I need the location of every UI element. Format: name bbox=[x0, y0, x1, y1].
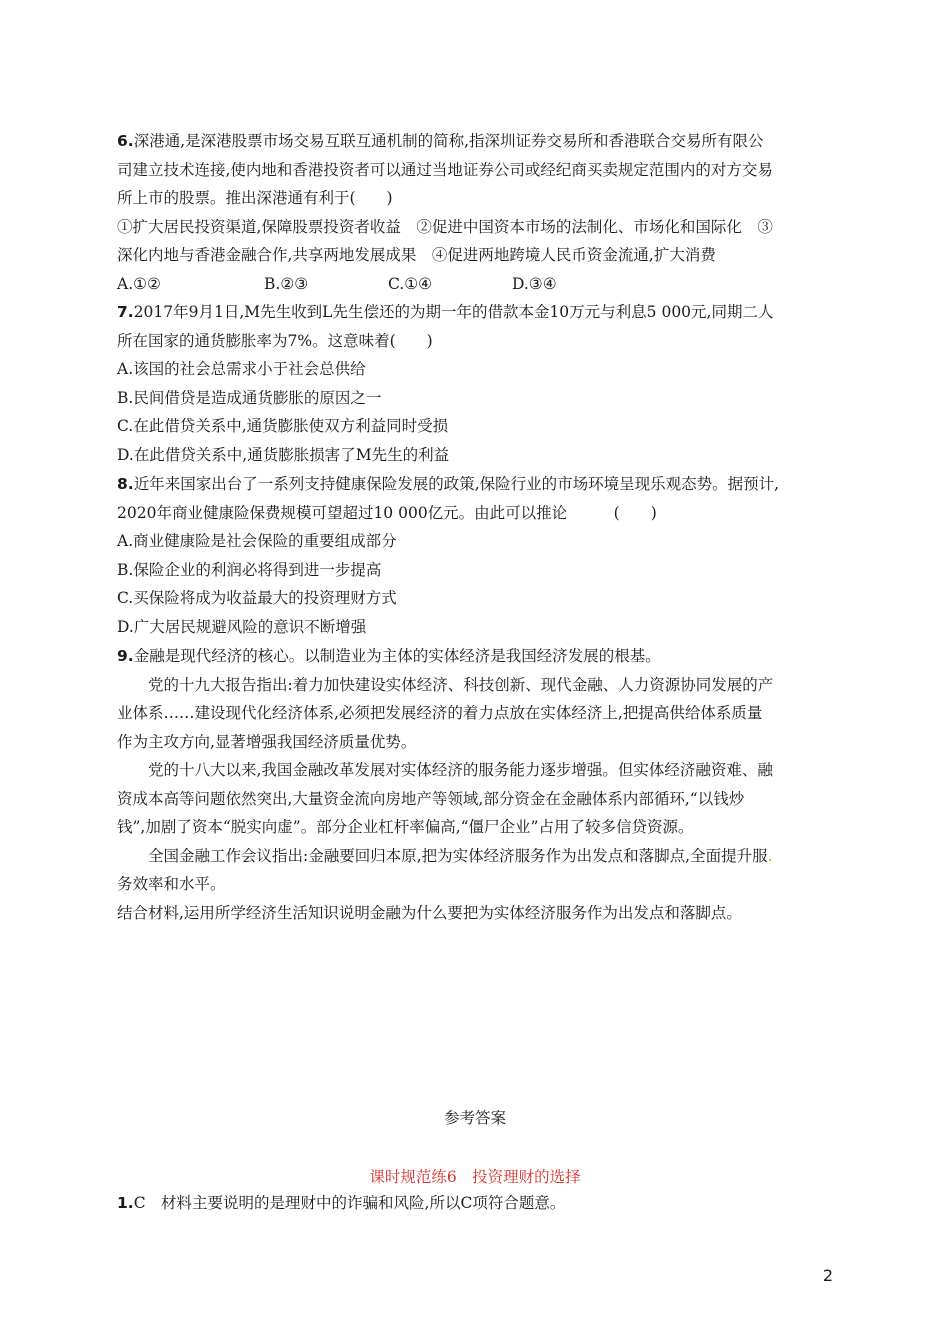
options-row bbox=[117, 270, 837, 299]
material-paragraph-line: 党的十八大以来,我国金融改革发展对实体经济的服务能力逐步增强。但实体经济融资难、融 bbox=[148, 761, 773, 779]
question-text-line: 深港通,是深港股票市场交易互联互通机制的简称,指深圳证券交易所和香港联合交易所有限公 bbox=[133, 132, 764, 150]
question-text-line: 所在国家的通货膨胀率为7%。这意味着( ) bbox=[117, 331, 433, 350]
answer-text: C 材料主要说明的是理财中的诈骗和风险,所以C项符合题意。 bbox=[133, 1194, 566, 1212]
material-paragraph-line: 全国金融工作会议指出:金融要回归本原,把为实体经济服务作为出发点和落脚点,全面提升服 bbox=[148, 846, 768, 865]
question-prompt: 结合材料,运用所学经济生活知识说明金融为什么要把为实体经济服务作为出发点和落脚点。 bbox=[117, 903, 742, 922]
material-paragraph-line: 务效率和水平。 bbox=[117, 875, 226, 893]
option-d: D.③④ bbox=[512, 274, 557, 293]
option-a: A.①② bbox=[117, 274, 161, 293]
question-text-line: 司建立技术连接,使内地和香港投资者可以通过当地证券公司或经纪商买卖规定范围内的对方交易 bbox=[117, 160, 773, 179]
question-text-line: 所上市的股票。推出深港通有利于( ) bbox=[117, 189, 393, 207]
answers-title: 参考答案 bbox=[443, 1109, 506, 1127]
question-7 bbox=[117, 298, 837, 469]
option-b: B.保险企业的利润必将得到进一步提高 bbox=[117, 560, 382, 579]
option-a: A.该国的社会总需求小于社会总供给 bbox=[117, 360, 366, 378]
answer-1 bbox=[117, 1189, 837, 1218]
option-b: B.②③ bbox=[264, 274, 309, 293]
question-text-line: 2017年9月1日,M先生收到L先生偿还的为期一年的借款本金10万元与利息5 000元,同期二人 bbox=[133, 303, 774, 321]
statement-line: ①扩大居民投资渠道,保障股票投资者收益 ②促进中国资本市场的法制化、市场化和国际化 ③ bbox=[117, 217, 773, 236]
material-paragraph-line: 钱”,加剧了资本“脱实向虚”。部分企业杠杆率偏高,“僵尸企业”占用了较多信贷资源。 bbox=[117, 818, 694, 836]
statement-line: 深化内地与香港金融合作,共享两地发展成果 ④促进两地跨境人民币资金流通,扩大消费 bbox=[117, 246, 716, 264]
question-number: 6. bbox=[117, 132, 134, 150]
question-number: 7. bbox=[117, 303, 134, 321]
question-intro: 金融是现代经济的核心。以制造业为主体的实体经济是我国经济发展的根基。 bbox=[133, 647, 661, 665]
question-text-line: 近年来国家出台了一系列支持健康保险发展的政策,保险行业的市场环境呈现乐观态势。据预计, bbox=[133, 475, 780, 493]
answers-section-heading: 课时规范练6 投资理财的选择 bbox=[369, 1168, 581, 1186]
question-9 bbox=[117, 642, 837, 927]
material-paragraph-line: 资成本高等问题依然突出,大量资金流向房地产等领域,部分资金在金融体系内部循环,“以钱炒 bbox=[117, 789, 745, 808]
material-paragraph-line: 党的十九大报告指出:着力加快建设实体经济、科技创新、现代金融、人力资源协同发展的产 bbox=[148, 675, 774, 694]
material-paragraph-line: 业体系……建设现代化经济体系,必须把发展经济的着力点放在实体经济上,把提高供给体系质量 bbox=[117, 704, 763, 722]
question-8 bbox=[117, 470, 837, 641]
material-paragraph-line: 作为主攻方向,显著增强我国经济质量优势。 bbox=[117, 732, 417, 751]
answer-number: 1. bbox=[117, 1194, 134, 1212]
mark-dot: . bbox=[767, 846, 773, 865]
option-a: A.商业健康险是社会保险的重要组成部分 bbox=[117, 532, 397, 550]
question-text-line: 2020年商业健康险保费规模可望超过10 000亿元。由此可以推论 ( ) bbox=[117, 503, 657, 522]
option-d: D.广大居民规避风险的意识不断增强 bbox=[117, 617, 367, 636]
page-number: 2 bbox=[822, 1266, 833, 1285]
question-number: 8. bbox=[117, 475, 134, 493]
option-c: C.①④ bbox=[388, 274, 433, 293]
question-number: 9. bbox=[117, 647, 134, 665]
option-b: B.民间借贷是造成通货膨胀的原因之一 bbox=[117, 388, 382, 407]
option-c: C.买保险将成为收益最大的投资理财方式 bbox=[117, 589, 397, 607]
option-c: C.在此借贷关系中,通货膨胀使双方利益同时受损 bbox=[117, 417, 449, 435]
option-d: D.在此借贷关系中,通货膨胀损害了M先生的利益 bbox=[117, 445, 450, 464]
question-6 bbox=[117, 127, 837, 298]
